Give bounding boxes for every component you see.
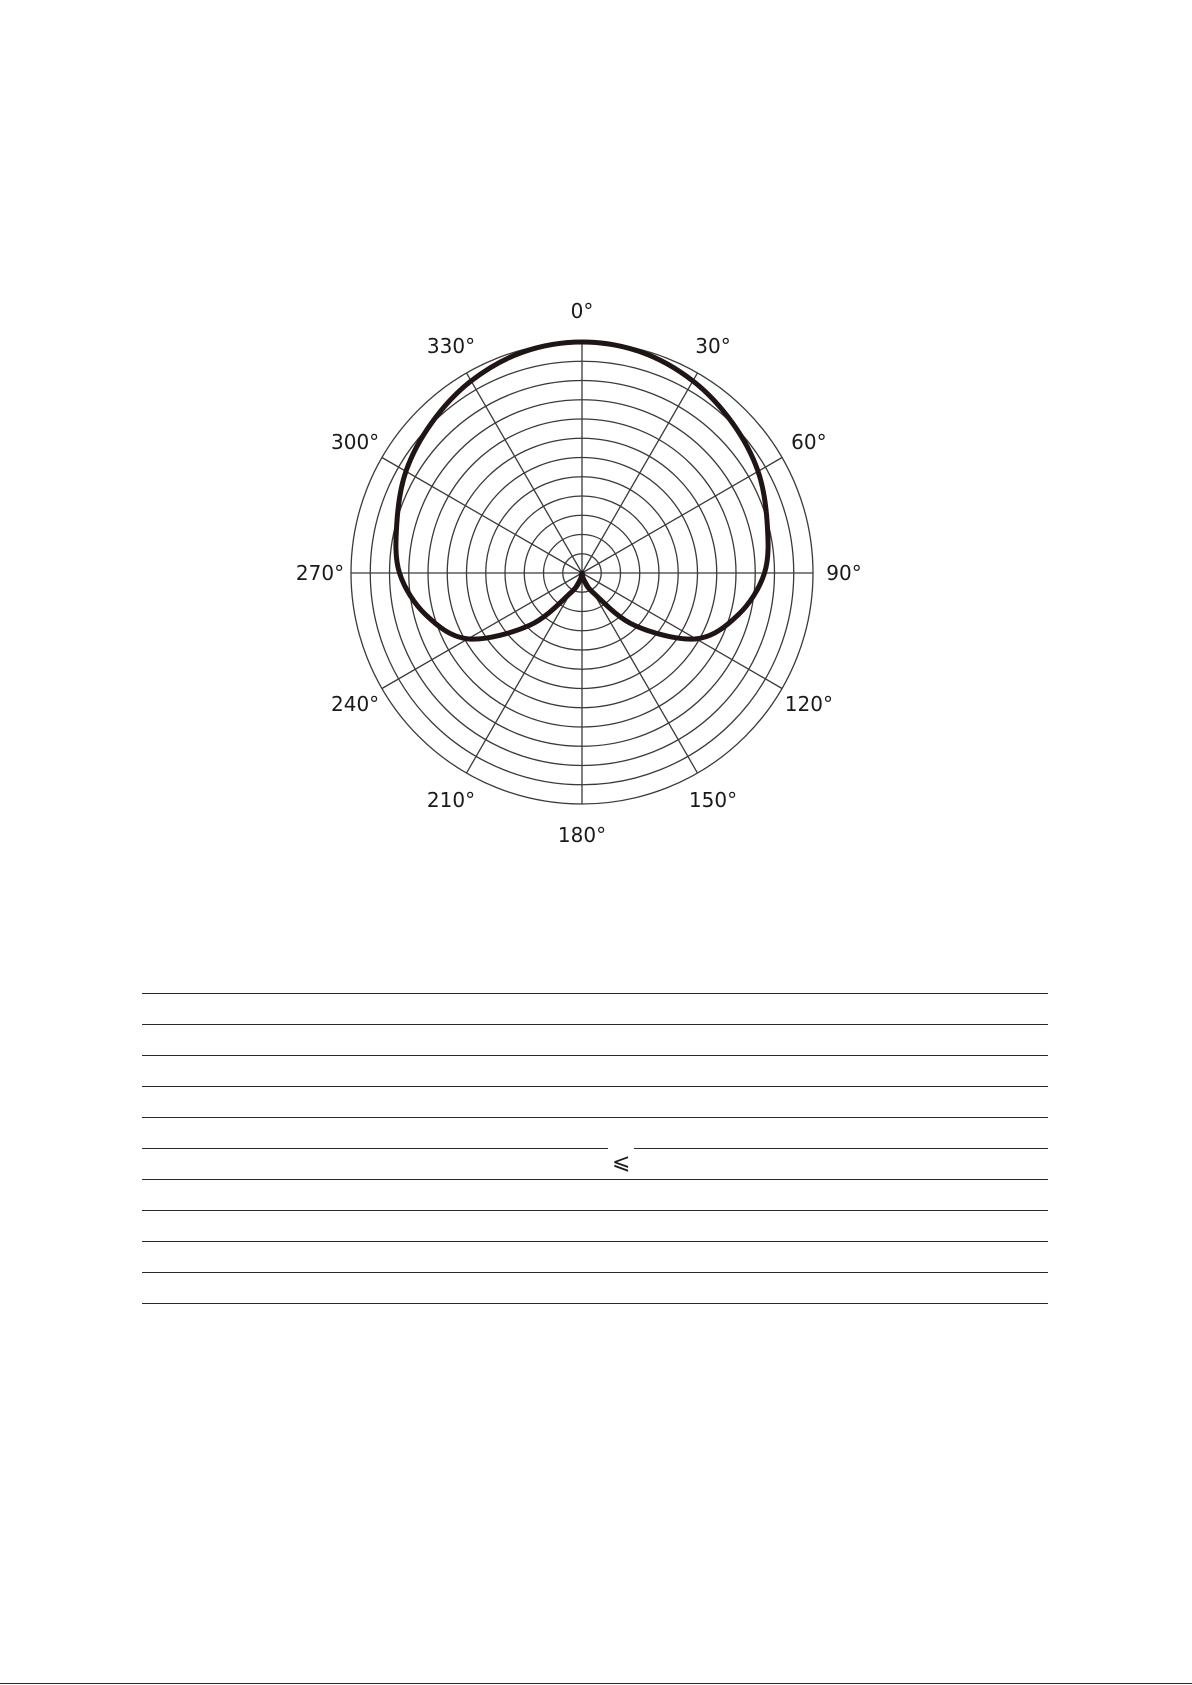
table-row: [142, 1024, 1048, 1055]
grid-spoke: [382, 573, 582, 689]
footer-rule: [0, 1683, 1192, 1684]
table-row: [142, 1179, 1048, 1210]
angle-tick-label: 120°: [784, 692, 833, 716]
angle-tick-label: 210°: [426, 787, 476, 812]
angle-tick-label: 0°: [570, 299, 594, 323]
table-row: [142, 1148, 1048, 1179]
grid-spoke: [582, 373, 698, 573]
grid-spoke: [582, 458, 782, 574]
angle-tick-label: 60°: [791, 430, 827, 454]
grid-spoke: [582, 573, 698, 773]
grid-spoke: [582, 573, 782, 689]
angle-tick-label: 90°: [826, 561, 862, 585]
angle-tick-label: 330°: [426, 334, 476, 359]
grid-spoke: [467, 573, 583, 773]
table-row: [142, 1241, 1048, 1272]
table-row: [142, 1272, 1048, 1304]
table-row: [142, 993, 1048, 1024]
less-than-or-equal-symbol: ⩽: [608, 1147, 634, 1179]
grid-spoke: [382, 458, 582, 574]
angle-tick-label: 300°: [331, 430, 380, 454]
table-row: [142, 1086, 1048, 1117]
angle-tick-label: 270°: [295, 561, 345, 585]
angle-tick-label: 180°: [557, 823, 607, 847]
angle-tick-label: 150°: [688, 787, 738, 812]
angle-tick-label: 240°: [331, 692, 380, 716]
table-row: [142, 1117, 1048, 1148]
angle-tick-label: 30°: [695, 334, 731, 359]
grid-spoke: [467, 373, 583, 573]
spec-table: [142, 993, 1048, 1304]
table-row: [142, 1210, 1048, 1241]
table-row: [142, 1055, 1048, 1086]
